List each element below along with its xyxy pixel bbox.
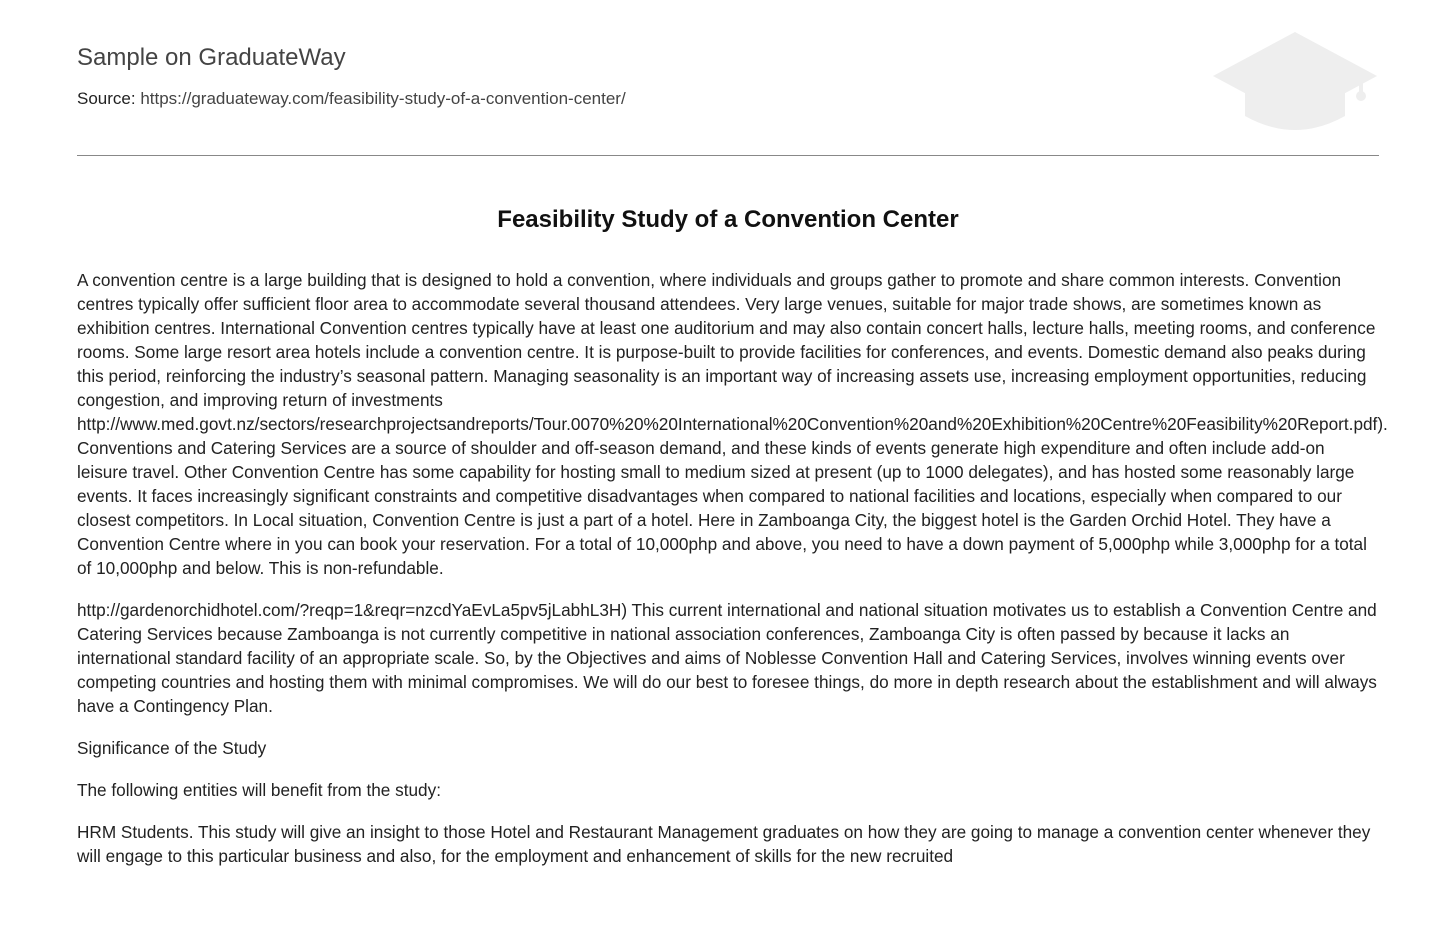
source-label: Source:	[77, 89, 136, 108]
document-title: Feasibility Study of a Convention Center	[497, 206, 959, 233]
document-body	[77, 268, 1388, 886]
source-line	[77, 89, 626, 109]
site-title: Sample on GraduateWay	[77, 44, 346, 71]
paragraph-intro-continued: Conventions and Catering Services are a source of shoulder and off-season demand, and these kinds of events generate high expenditure and often include add-on leisure travel. Other Convention Centre has some capability for hosting small to medium sized at present (up to 1000 delegates), and has hosted some reasonably large events. It faces increasingly significant constraints and competitive disadvantages when compared to national facilities and locations, especially when compared to our closest competitors. In Local situation, Convention Centre is just a part of a hotel. Here in Zamboanga City, the biggest hotel is the Garden Orchid Hotel. They have a Convention Centre where in you can book your reservation. For a total of 10,000php and above, you need to have a down payment of 5,000php while 3,000php for a total of 10,000php and below. This is non-refundable.	[77, 438, 1367, 578]
paragraph-entities: The following entities will benefit from the study:	[77, 780, 441, 800]
header-divider	[77, 155, 1379, 156]
paragraph-intro	[77, 268, 1388, 580]
source-link[interactable]: https://graduateway.com/feasibility-study-of-a-convention-center/	[140, 89, 626, 108]
page-header	[77, 0, 1379, 156]
paragraph-hrm-students: HRM Students. This study will give an insight to those Hotel and Restaurant Management graduates on how they are going to manage a convention center whenever they will engage to this particular business and also, for the employment and enhancement of skills for the new recruited	[77, 822, 1371, 866]
paragraph-situation: http://gardenorchidhotel.com/?reqp=1&reqr=nzcdYaEvLa5pv5jLabhL3H) This current international and national situation motivates us to establish a Convention Centre and Catering Services because Zamboanga is not currently competitive in national association conferences, Zamboanga City is often passed by because it lacks an international standard facility of an appropriate scale. So, by the Objectives and aims of Noblesse Convention Hall and Catering Services, involves winning events over competing countries and hosting them with minimal compromises. We will do our best to foresee things, do more in depth research about the establishment and will always have a Contingency Plan.	[77, 600, 1377, 716]
section-heading-significance: Significance of the Study	[77, 738, 267, 758]
report-url: http://www.med.govt.nz/sectors/researchprojectsandreports/Tour.0070%20%20International%20Convention%20and%20Exhibition%20Centre%20Feasibility%20Report.pdf).	[77, 414, 1388, 434]
paragraph-intro-text: A convention centre is a large building that is designed to hold a convention, where individuals and groups gather to promote and share common interests. Convention centres typically offer sufficient floor area to accommodate several thousand attendees. Very large venues, suitable for major trade shows, are sometimes known as exhibition centres. International Convention centres typically have at least one auditorium and may also contain concert halls, lecture halls, meeting rooms, and conference rooms. Some large resort area hotels include a convention centre. It is purpose-built to provide facilities for conferences, and events. Domestic demand also peaks during this period, reinforcing the industry’s seasonal pattern. Managing seasonality is an important way of increasing assets use, increasing employment opportunities, reducing congestion, and improving return of investments	[77, 270, 1376, 410]
graduation-cap-icon	[1211, 30, 1379, 134]
